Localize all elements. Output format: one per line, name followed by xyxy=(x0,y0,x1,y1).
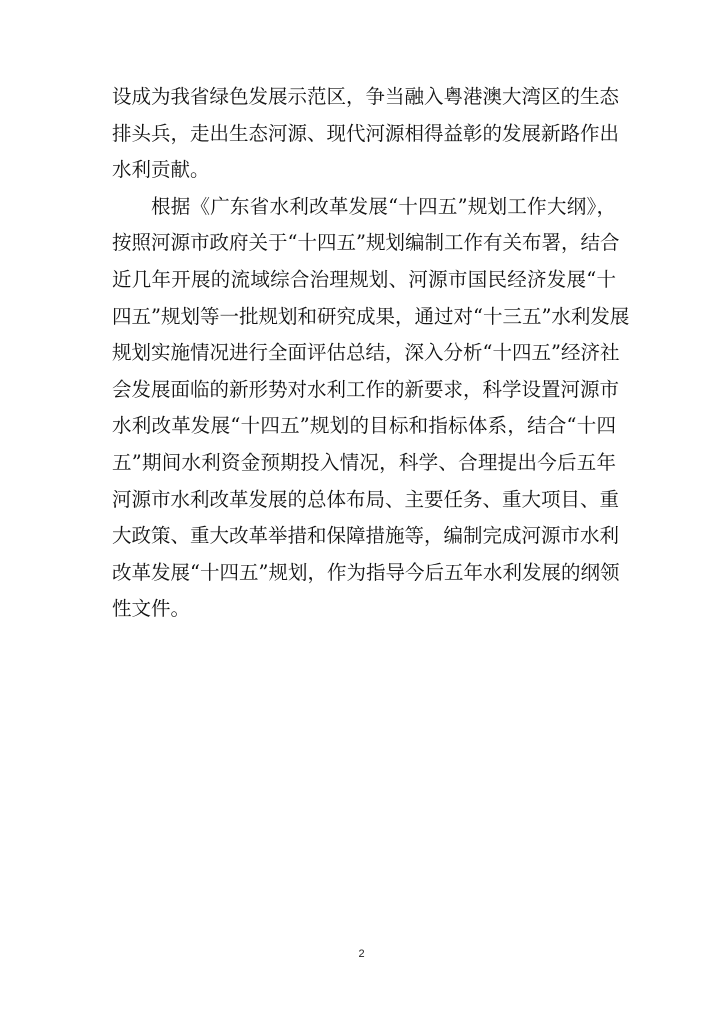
text-line: 按照河源市政府关于“十四五”规划编制工作有关布署，结合 xyxy=(112,231,620,255)
text-line: 五”期间水利资金预期投入情况，科学、合理提出今后五年 xyxy=(112,450,616,474)
text-line: 根据《广东省水利改革发展“十四五”规划工作大纲》， xyxy=(151,194,616,218)
text-line: 水利改革发展“十四五”规划的目标和指标体系，结合“十四 xyxy=(112,414,616,438)
text-line: 改革发展“十四五”规划，作为指导今后五年水利发展的纲领 xyxy=(112,560,620,584)
text-line: 四五”规划等一批规划和研究成果，通过对“十三五”水利发展 xyxy=(112,304,630,328)
body-text xyxy=(112,79,630,628)
text-line: 性文件。 xyxy=(112,597,191,621)
text-line: 大政策、重大改革举措和保障措施等，编制完成河源市水利 xyxy=(112,524,620,548)
text-line: 水利贡献。 xyxy=(112,158,210,182)
text-line: 近几年开展的流域综合治理规划、河源市国民经济发展“十 xyxy=(112,267,616,291)
page-number: 2 xyxy=(358,948,365,960)
text-line: 会发展面临的新形势对水利工作的新要求，科学设置河源市 xyxy=(112,377,620,401)
text-line: 排头兵，走出生态河源、现代河源相得益彰的发展新路作出 xyxy=(112,121,620,145)
text-line: 设成为我省绿色发展示范区，争当融入粤港澳大湾区的生态 xyxy=(112,85,620,108)
text-line: 河源市水利改革发展的总体布局、主要任务、重大项目、重 xyxy=(112,487,620,511)
text-line: 规划实施情况进行全面评估总结，深入分析“十四五”经济社 xyxy=(112,341,620,365)
